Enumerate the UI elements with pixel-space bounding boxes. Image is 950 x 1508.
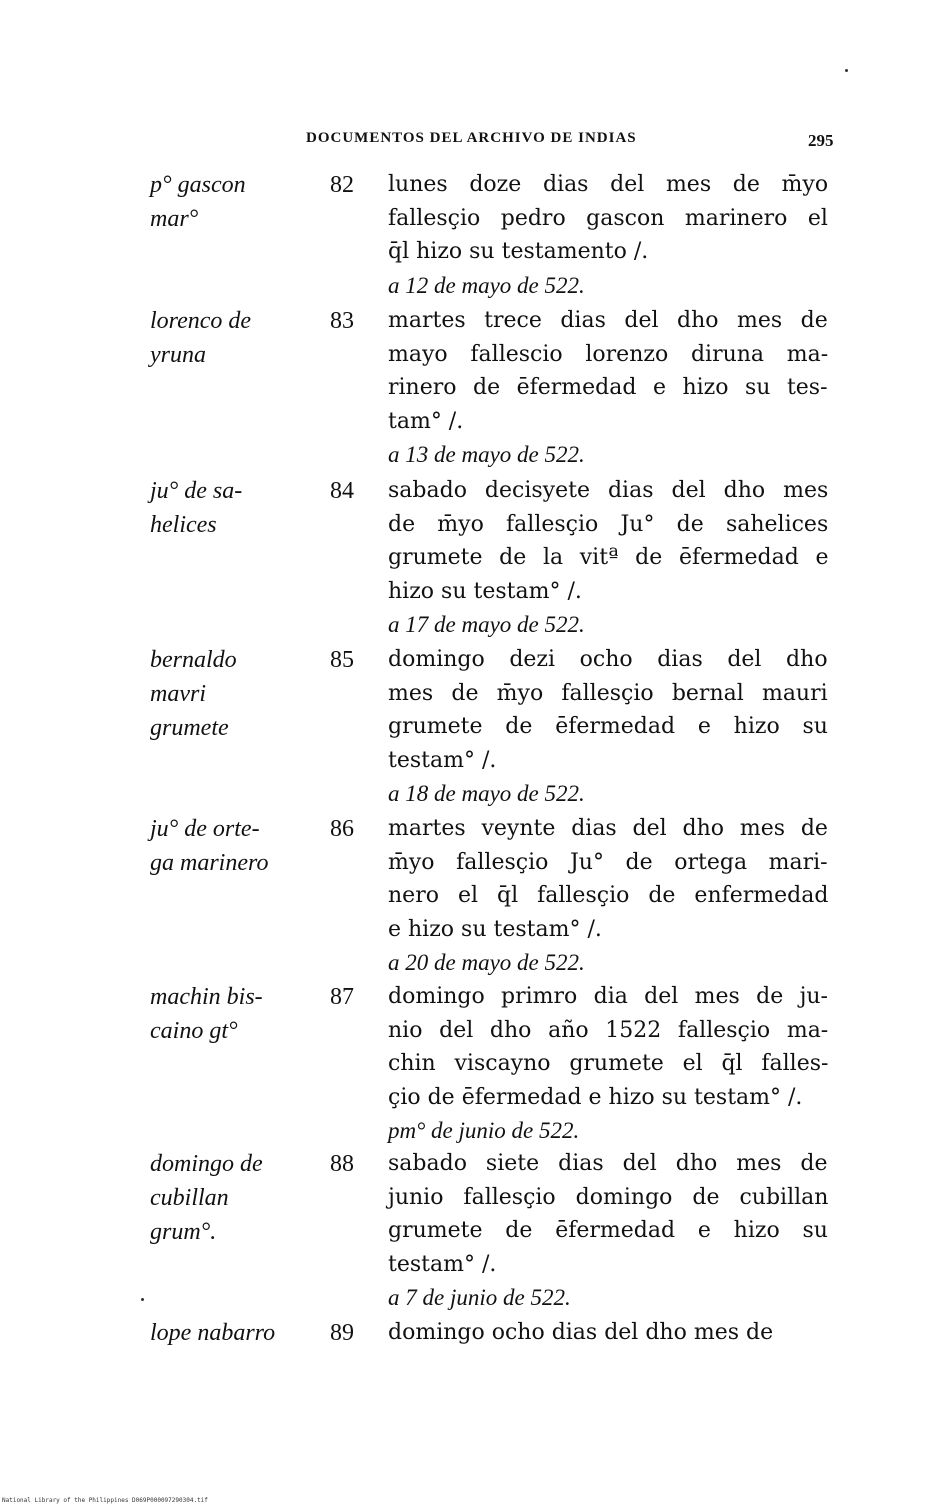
entry-text-line: rinero de ēfermedad e hizo su tes-: [388, 375, 828, 401]
entry-text-line: hizo su testam° /.: [388, 578, 582, 604]
margin-name-line: grumete: [150, 715, 229, 741]
entry-text-line: domingo ocho dias del dho mes de: [388, 1320, 774, 1345]
entry-number: 85: [330, 647, 354, 673]
entry-text-line: e hizo su testam° /.: [388, 916, 602, 942]
margin-name-line: bernaldo: [150, 647, 237, 673]
entry-number: 88: [330, 1151, 354, 1177]
margin-name-line: helices: [150, 512, 217, 538]
entry-text: [388, 1147, 832, 1315]
entry-number: 87: [330, 984, 354, 1010]
margin-name: [150, 474, 320, 542]
stray-mark: [845, 69, 848, 72]
entry-number: 84: [330, 478, 354, 504]
margin-name: [150, 812, 320, 880]
entry-text-line: grumete de la vitª de ēfermedad e: [388, 545, 829, 571]
entry-number: 86: [330, 816, 354, 842]
entry-date: a 20 de mayo de 522.: [388, 950, 585, 976]
margin-name-line: cubillan: [150, 1185, 229, 1211]
entry-date: a 12 de mayo de 522.: [388, 272, 585, 298]
entry-date: a 18 de mayo de 522.: [388, 781, 585, 807]
entry-text-line: de m̄yo fallesçio Ju° de sahelices: [388, 511, 829, 537]
entry-text-line: nio del dho año 1522 fallesçio ma-: [388, 1017, 829, 1043]
entry-text-line: domingo primro dia del mes de ju-: [388, 984, 828, 1009]
entry-text-line: m̄yo fallesçio Ju° de ortega mari-: [388, 849, 828, 875]
entry-text-line: tam° /.: [388, 408, 464, 434]
margin-name: [150, 643, 320, 745]
margin-name-line: ju° de sa-: [150, 478, 243, 504]
margin-name-line: caino gt°: [150, 1018, 238, 1044]
margin-name: [150, 1316, 320, 1350]
margin-name-line: yruna: [150, 342, 206, 368]
entry-text-line: nero el q̄l fallesçio de enfermedad: [388, 883, 829, 909]
entry-date: a 17 de mayo de 522.: [388, 612, 585, 638]
margin-name-line: p° gascon: [150, 172, 246, 198]
entry-text: [388, 1316, 832, 1350]
entry-text: [388, 474, 832, 642]
entry-text: [388, 168, 832, 302]
margin-name: [150, 168, 320, 236]
stray-mark: [141, 1298, 144, 1301]
running-header: DOCUMENTOS DEL ARCHIVO DE INDIAS: [306, 130, 637, 146]
entry-number: 82: [330, 172, 354, 198]
margin-name-line: ju° de orte-: [150, 816, 260, 842]
entry-text-line: fallesçio pedro gascon marinero el: [388, 205, 828, 231]
entry-date: a 7 de junio de 522.: [388, 1285, 571, 1311]
entry-number: 89: [330, 1320, 354, 1346]
entry-text-line: q̄l hizo su testamento /.: [388, 239, 649, 265]
entry-text: [388, 304, 832, 472]
entry-text-line: junio fallesçio domingo de cubillan: [388, 1184, 829, 1210]
entry-text-line: mes de m̄yo fallesçio bernal mauri: [388, 680, 828, 706]
entry-text-line: martes trece dias del dho mes de: [388, 308, 828, 333]
entry-text-line: sabado siete dias del dho mes de: [388, 1151, 828, 1176]
page-number: 295: [808, 131, 834, 150]
entry-text-line: testam° /.: [388, 747, 497, 773]
margin-name-line: machin bis-: [150, 984, 263, 1010]
entry-text: [388, 980, 832, 1148]
entry-text-line: grumete de ēfermedad e hizo su: [388, 1218, 828, 1244]
entry-number: 83: [330, 308, 354, 334]
entry-text-line: çio de ēfermedad e hizo su testam° /.: [388, 1084, 803, 1110]
margin-name: [150, 980, 320, 1048]
entry-text-line: martes veynte dias del dho mes de: [388, 816, 828, 841]
entry-text-line: lunes doze dias del mes de m̄yo: [388, 172, 829, 197]
margin-name: [150, 1147, 320, 1249]
entry-text-line: mayo fallescio lorenzo diruna ma-: [388, 341, 829, 367]
margin-name-line: ga marinero: [150, 850, 269, 876]
margin-name-line: grum°.: [150, 1219, 217, 1245]
margin-name-line: mavri: [150, 681, 206, 707]
entry-text: [388, 812, 832, 980]
margin-name-line: lope nabarro: [150, 1320, 276, 1346]
entry-text-line: testam° /.: [388, 1251, 497, 1277]
scan-credit: National Library of the Philippines D069P000097290304.tif: [2, 1497, 208, 1504]
entry-date: pm° de junio de 522.: [388, 1118, 580, 1144]
margin-name-line: mar°: [150, 206, 199, 232]
entry-text-line: chin viscayno grumete el q̄l falles-: [388, 1051, 829, 1077]
margin-name: [150, 304, 320, 372]
margin-name-line: domingo de: [150, 1151, 263, 1177]
entry-text-line: grumete de ēfermedad e hizo su: [388, 714, 828, 740]
margin-name-line: lorenco de: [150, 308, 252, 334]
entry-text-line: domingo dezi ocho dias del dho: [388, 647, 828, 672]
entry-text: [388, 643, 832, 811]
entry-date: a 13 de mayo de 522.: [388, 442, 585, 468]
entry-text-line: sabado decisyete dias del dho mes: [388, 478, 829, 503]
